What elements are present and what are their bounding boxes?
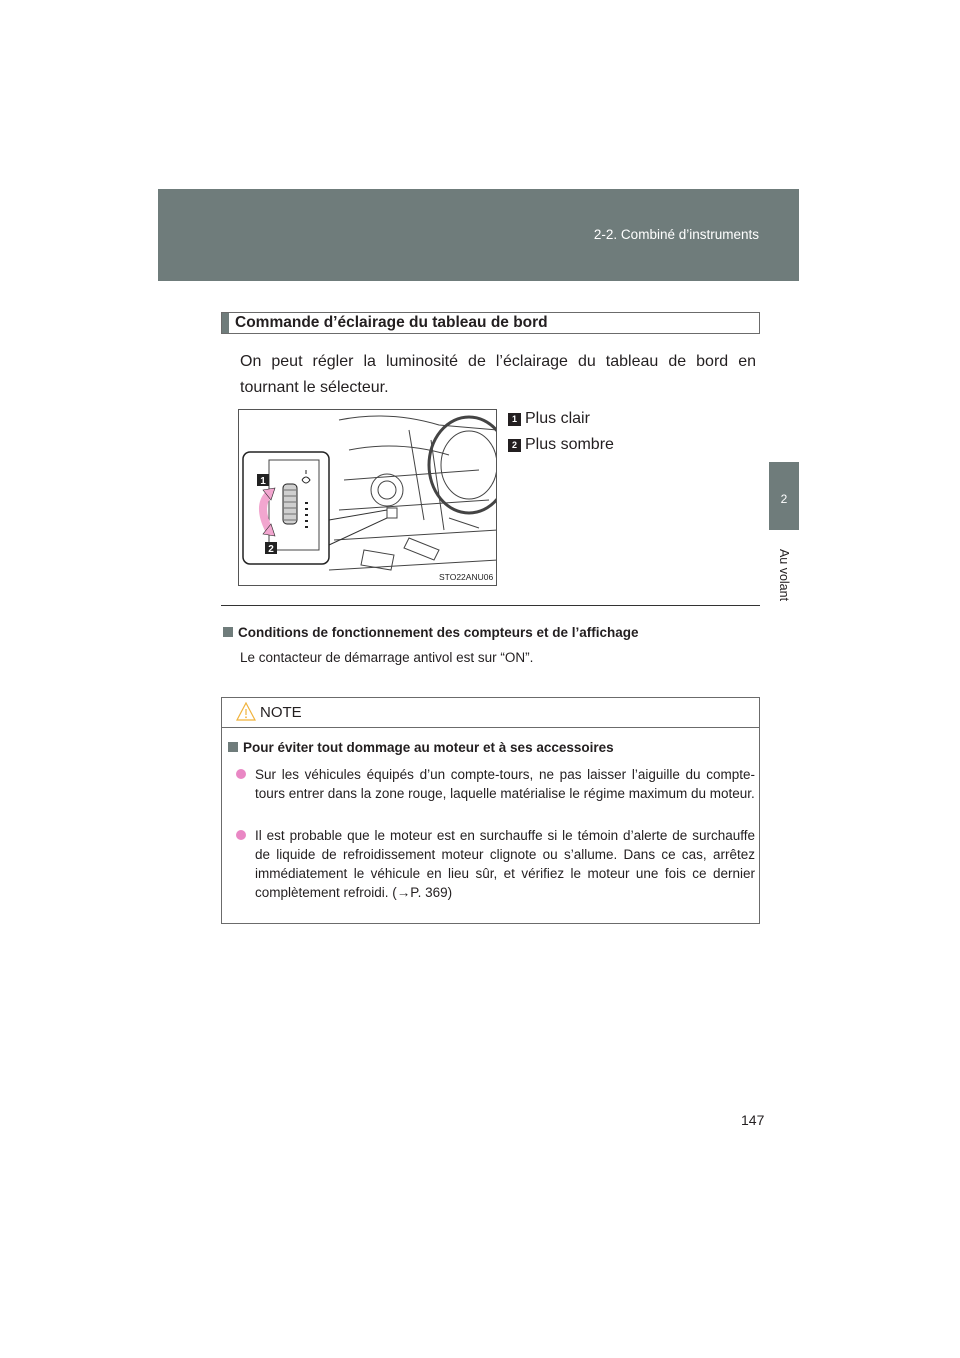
note-bullet-1 <box>255 765 755 803</box>
chapter-tab <box>769 462 799 530</box>
chapter-side-label <box>760 540 808 610</box>
note-subheading-text: Pour éviter tout dommage au moteur et à ses accessoires <box>243 740 614 755</box>
dashboard-illustration <box>238 409 497 586</box>
note-label: NOTE <box>260 704 302 721</box>
section-accent <box>222 313 229 333</box>
conditions-heading <box>223 625 639 640</box>
callout-2-label: 2 <box>268 544 274 555</box>
callout-1-label: 1 <box>260 476 266 487</box>
intro-paragraph: On peut régler la luminosité de l’éclairage du tableau de bord en tournant le sélecteur. <box>240 353 756 396</box>
note-box <box>221 697 760 924</box>
heading-square-icon <box>228 742 238 752</box>
chapter-number: 2 <box>780 492 788 506</box>
legend-label-1: Plus clair <box>525 410 590 427</box>
page-number: 147 <box>741 1112 765 1128</box>
legend-number-2: 2 <box>508 439 521 452</box>
legend-item-1 <box>508 410 590 428</box>
note-bullet-1-text: Sur les véhicules équipés d’un compte-tours, ne pas laisser l’aiguille du compte-tours entrer dans la zone rouge, laquelle matérialise le régime maximum du moteur. <box>255 767 755 801</box>
note-subheading <box>228 740 614 755</box>
note-bullet-2 <box>255 826 755 902</box>
conditions-text: Le contacteur de démarrage antivol est sur “ON”. <box>240 650 534 665</box>
note-header <box>222 698 759 728</box>
heading-square-icon <box>223 627 233 637</box>
legend-item-2 <box>508 436 614 454</box>
bullet-dot-icon <box>236 769 246 779</box>
section-title: Commande d’éclairage du tableau de bord <box>235 314 548 331</box>
chapter-label: Au volant <box>777 548 791 602</box>
legend-label-2: Plus sombre <box>525 436 614 453</box>
conditions-heading-text: Conditions de fonctionnement des compteurs et de l’affichage <box>238 625 639 640</box>
illustration-code: STO22ANU06 <box>439 572 494 582</box>
bullet-dot-icon <box>236 830 246 840</box>
section-header-title: 2-2. Combiné d’instruments <box>593 227 759 242</box>
legend-number-1: 1 <box>508 413 521 426</box>
dashboard-drawing <box>239 410 497 586</box>
note-bullet-2-text: Il est probable que le moteur est en surchauffe si le témoin d’alerte de surchauffe de liquide de refroidissement moteur clignote ou s’allume. Dans ce cas, arrêtez immédiatement le véhicule en lieu sûr, et vérifiez le moteur une fois ce dernier complètement refroidi. (→P. 369) <box>255 828 755 900</box>
warning-triangle-icon <box>236 702 256 721</box>
header-band <box>158 189 799 281</box>
section-title-bar <box>221 312 760 334</box>
section-divider <box>221 605 760 606</box>
